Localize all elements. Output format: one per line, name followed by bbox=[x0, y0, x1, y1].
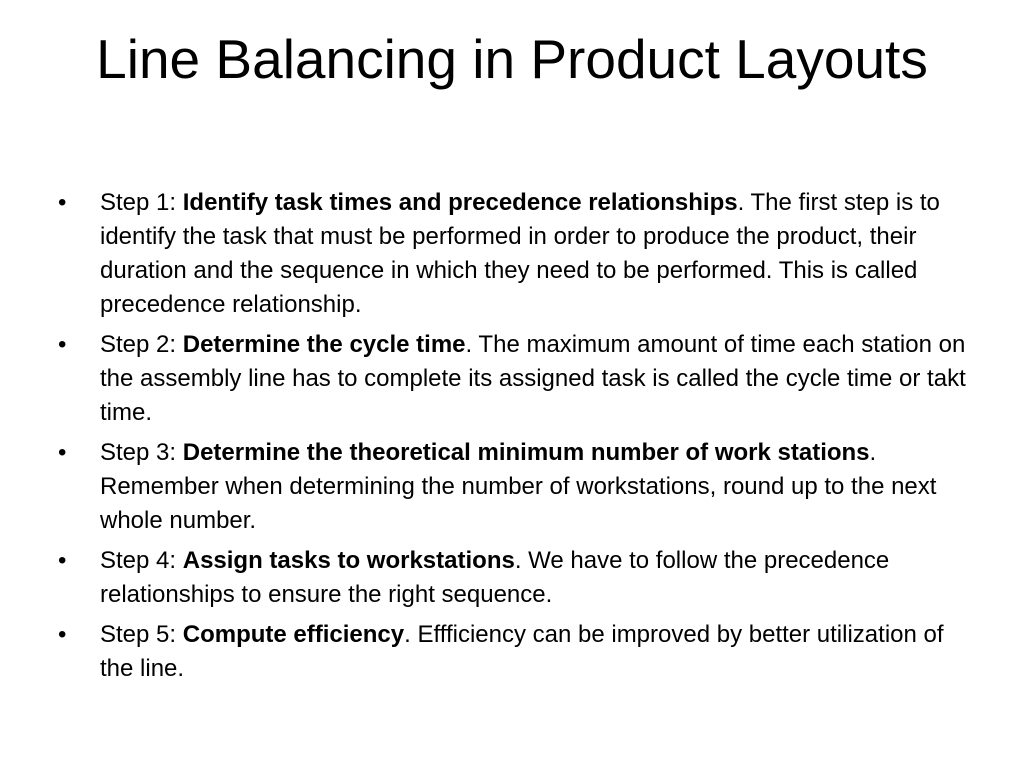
bullet-icon: • bbox=[58, 189, 67, 216]
step-heading: Assign tasks to workstations bbox=[182, 547, 515, 574]
steps-list bbox=[58, 186, 968, 692]
step-prefix: Step 5: bbox=[100, 621, 183, 648]
step-item bbox=[58, 186, 968, 322]
bullet-icon: • bbox=[58, 439, 67, 466]
step-heading: Compute efficiency bbox=[182, 621, 405, 648]
bullet-icon: • bbox=[58, 331, 67, 358]
bullet-icon: • bbox=[58, 621, 67, 648]
step-body: . The maximum amount of time each station on the assembly line has to complete its assigned task is called the cycle time or takt time. bbox=[100, 331, 966, 426]
slide-title: Line Balancing in Product Layouts bbox=[96, 28, 928, 90]
step-prefix: Step 2: bbox=[100, 331, 183, 358]
step-heading: Identify task times and precedence relationships bbox=[182, 189, 738, 216]
step-heading: Determine the cycle time bbox=[182, 331, 466, 358]
step-body: . The first step is to identify the task that must be performed in order to produce the product, their duration and the sequence in which they need to be performed. This is called precedence relationship. bbox=[100, 189, 940, 318]
step-item bbox=[58, 436, 968, 538]
step-body: . Remember when determining the number of workstations, round up to the next whole number. bbox=[100, 439, 937, 534]
step-prefix: Step 3: bbox=[100, 439, 183, 466]
step-prefix: Step 4: bbox=[100, 547, 183, 574]
step-body: . We have to follow the precedence relationships to ensure the right sequence. bbox=[100, 547, 890, 608]
step-item bbox=[58, 328, 968, 430]
step-prefix: Step 1: bbox=[100, 189, 183, 216]
step-body: . Effficiency can be improved by better utilization of the line. bbox=[100, 621, 944, 682]
step-heading: Determine the theoretical minimum number of work stations bbox=[182, 439, 870, 466]
step-item bbox=[58, 618, 968, 686]
step-item bbox=[58, 544, 968, 612]
bullet-icon: • bbox=[58, 547, 67, 574]
